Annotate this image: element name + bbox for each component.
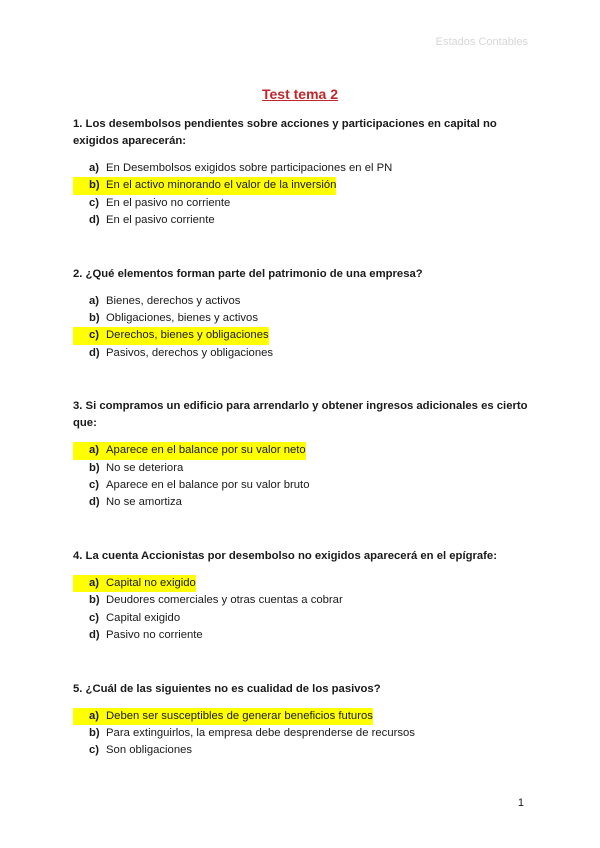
question-3 xyxy=(73,398,533,512)
option-letter: b) xyxy=(73,177,106,194)
option-b-correct xyxy=(73,177,533,194)
question-text: 4. La cuenta Accionistas por desembolso no exigidos aparecerá en el epígrafe: xyxy=(73,549,497,562)
option-a-correct xyxy=(73,575,533,592)
option-letter: c) xyxy=(89,196,100,209)
option-text: En el activo minorando el valor de la inversión xyxy=(106,177,336,194)
option-a xyxy=(73,160,533,177)
option-text: Pasivo no corriente xyxy=(106,629,203,642)
option-text: No se amortiza xyxy=(106,496,182,509)
option-text: No se deteriora xyxy=(106,461,184,474)
option-list xyxy=(73,708,533,760)
option-letter: b) xyxy=(89,726,100,739)
page-header: Estados Contables xyxy=(435,36,528,48)
option-letter: b) xyxy=(89,594,100,607)
option-list xyxy=(73,293,533,363)
question-1 xyxy=(73,116,533,230)
option-letter: a) xyxy=(73,708,106,725)
option-d xyxy=(73,627,533,644)
option-d xyxy=(73,345,533,362)
option-text: Deben ser susceptibles de generar beneficios futuros xyxy=(106,708,373,725)
page-title: Test tema 2 xyxy=(262,86,338,102)
option-b xyxy=(73,725,533,742)
option-letter: c) xyxy=(89,479,100,492)
option-text: Bienes, derechos y activos xyxy=(106,294,241,307)
option-letter: a) xyxy=(89,162,100,174)
option-text: Capital exigido xyxy=(106,611,181,624)
option-d xyxy=(73,212,533,229)
option-a-correct xyxy=(73,708,533,725)
option-letter: a) xyxy=(89,294,100,307)
option-letter: d) xyxy=(89,214,100,227)
option-letter: d) xyxy=(89,496,100,509)
question-4 xyxy=(73,548,533,645)
option-b xyxy=(73,460,533,477)
option-list xyxy=(73,160,533,230)
option-list xyxy=(73,575,533,645)
option-text: Son obligaciones xyxy=(106,744,193,757)
question-list xyxy=(73,116,533,796)
option-b xyxy=(73,592,533,609)
option-text: Capital no exigido xyxy=(106,575,196,592)
option-c xyxy=(73,610,533,627)
option-text: En el pasivo corriente xyxy=(106,214,215,227)
page-number: 1 xyxy=(517,797,524,809)
option-letter: c) xyxy=(89,744,100,757)
question-5 xyxy=(73,681,533,760)
option-list xyxy=(73,442,533,512)
option-letter: b) xyxy=(89,312,100,325)
option-text: Aparece en el balance por su valor bruto xyxy=(106,479,310,492)
option-text: Derechos, bienes y obligaciones xyxy=(106,327,269,344)
option-letter: d) xyxy=(89,346,100,359)
option-c xyxy=(73,195,533,212)
question-2 xyxy=(73,266,533,363)
option-text: Para extinguirlos, la empresa debe desprenderse de recursos xyxy=(106,726,415,739)
option-letter: a) xyxy=(73,442,106,459)
question-text: 5. ¿Cuál de las siguientes no es cualidad de los pasivos? xyxy=(73,682,381,695)
option-letter: b) xyxy=(89,461,100,474)
question-text: 3. Si compramos un edificio para arrendarlo y obtener ingresos adicionales es cierto que: xyxy=(73,400,528,430)
option-text: Deudores comerciales y otras cuentas a cobrar xyxy=(106,594,343,607)
option-c xyxy=(73,477,533,494)
option-letter: a) xyxy=(73,575,106,592)
option-a xyxy=(73,293,533,310)
option-text: En el pasivo no corriente xyxy=(106,196,231,209)
option-letter: d) xyxy=(89,629,100,642)
option-text: Aparece en el balance por su valor neto xyxy=(106,442,306,459)
option-text: Pasivos, derechos y obligaciones xyxy=(106,346,274,359)
option-letter: c) xyxy=(89,611,100,624)
question-text: 2. ¿Qué elementos forman parte del patrimonio de una empresa? xyxy=(73,267,423,280)
option-b xyxy=(73,310,533,327)
option-d xyxy=(73,494,533,511)
option-text: Obligaciones, bienes y activos xyxy=(106,312,258,325)
option-c-correct xyxy=(73,327,533,344)
option-c xyxy=(73,742,533,759)
option-letter: c) xyxy=(73,327,106,344)
option-text: En Desembolsos exigidos sobre participaciones en el PN xyxy=(106,162,393,174)
question-text: 1. Los desembolsos pendientes sobre acciones y participaciones en capital no exigidos aparecerán: xyxy=(73,118,497,147)
option-a-correct xyxy=(73,442,533,459)
